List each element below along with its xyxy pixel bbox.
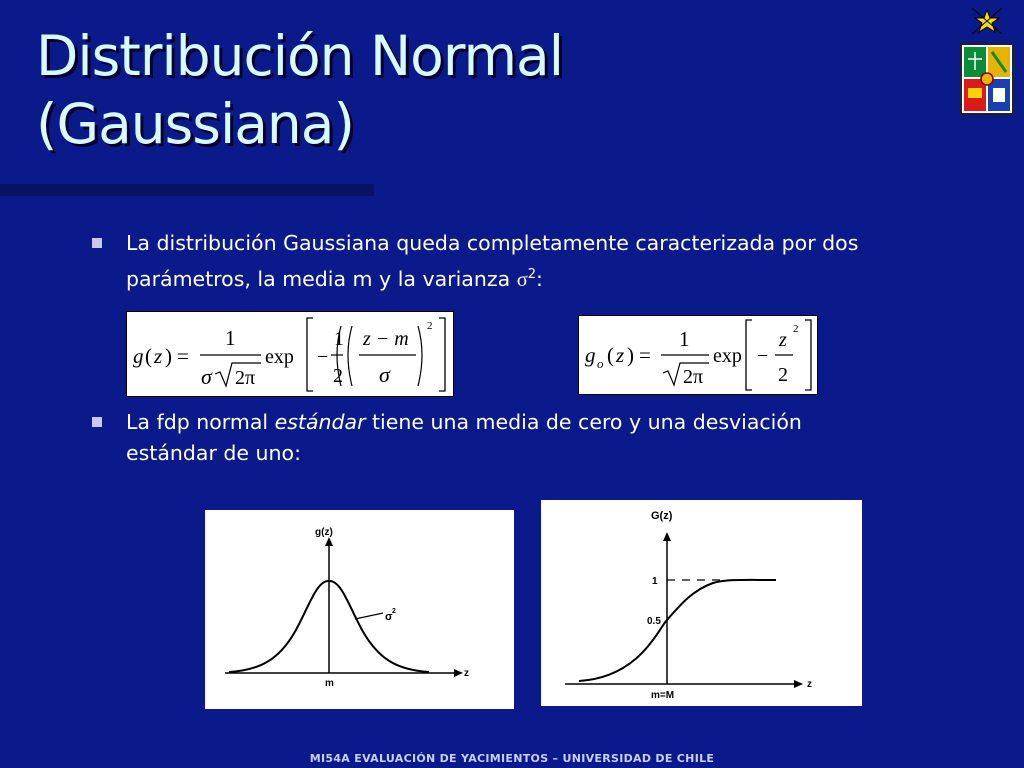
sigma-exponent: 2 xyxy=(527,267,537,282)
svg-text:): ) xyxy=(165,344,172,368)
formula2-lhs: g xyxy=(585,343,596,367)
formula2-inner-den: 2 xyxy=(778,364,788,386)
formula1-inner-den: σ xyxy=(379,362,390,387)
formula1-power: 2 xyxy=(427,320,433,332)
plot2-x-arrow xyxy=(794,680,803,688)
bullet-2-text xyxy=(126,407,946,469)
svg-text:(: ( xyxy=(145,344,152,368)
bullet-square-icon xyxy=(92,417,102,427)
standard-normal-cdf-plot xyxy=(541,500,862,706)
bullet-1-line-1: La distribución Gaussiana queda completamente caracterizada por dos xyxy=(126,231,859,255)
plot2-mean-label: m=M xyxy=(651,690,675,701)
svg-text:=: = xyxy=(639,343,651,367)
plot2-ylabel: G(z) xyxy=(651,510,673,522)
bullet-1-text xyxy=(126,228,946,296)
plot1-x-arrow xyxy=(454,669,463,677)
bullet-2-italic: estándar xyxy=(274,410,366,434)
bullet-2-prefix: La fdp normal xyxy=(126,410,275,434)
slide-title xyxy=(36,22,563,158)
plot1-xlabel: z xyxy=(464,668,469,679)
plot2-y-arrow xyxy=(663,532,671,541)
sigma-symbol: σ xyxy=(516,268,528,291)
bullet-1-line-2-prefix: parámetros, la media m y la varianza xyxy=(126,266,517,291)
title-underline xyxy=(0,184,374,196)
plot1-ylabel: g(z) xyxy=(315,527,333,538)
formula1-inner-num: z − m xyxy=(363,328,409,350)
formula2-exp: exp xyxy=(713,345,742,367)
plot2-xlabel: z xyxy=(807,679,812,690)
university-crest-logo xyxy=(958,4,1016,116)
formula2-subscript: o xyxy=(597,356,604,371)
svg-text:(: ( xyxy=(607,343,614,367)
star-icon xyxy=(972,8,1002,34)
plot1-y-arrow xyxy=(325,537,333,546)
formula1-numerator: 1 xyxy=(225,326,236,350)
formula2-numerator: 1 xyxy=(679,327,690,351)
formula1-exp: exp xyxy=(265,346,294,368)
bullet-1-line-2-suffix: : xyxy=(536,266,543,291)
plot1-variance-label: σ xyxy=(385,611,393,623)
slide-footer: MI54A EVALUACIÓN DE YACIMIENTOS – UNIVERSIDAD DE CHILE xyxy=(309,752,715,765)
title-line-1: Distribución Normal xyxy=(36,24,564,88)
formula2-minus: − xyxy=(757,345,769,367)
cdf-curve xyxy=(579,580,776,681)
bullet-2-line-2: estándar de uno: xyxy=(126,441,301,465)
title-line-2: (Gaussiana) xyxy=(36,92,354,156)
formula2-root: 2π xyxy=(683,366,704,388)
bullet-2-line-1 xyxy=(126,407,946,438)
formula1-arg: z xyxy=(154,344,163,368)
formula2-arg: z xyxy=(616,343,625,367)
gaussian-pdf-formula xyxy=(126,311,454,397)
formula1-half-num: 1 xyxy=(334,328,344,350)
svg-text:): ) xyxy=(627,343,634,367)
plot2-tick-05: 0.5 xyxy=(647,616,661,627)
bullet-2-suffix: tiene una media de cero y una desviación xyxy=(365,410,802,434)
formula1-half-den: 2 xyxy=(333,365,343,387)
formula1-root: 2π xyxy=(235,367,256,389)
gaussian-pdf-plot xyxy=(205,510,514,709)
bullet-1-line-2 xyxy=(126,259,946,296)
plot1-mean-label: m xyxy=(325,678,334,689)
formula1-minus: − xyxy=(317,346,329,368)
svg-text:=: = xyxy=(177,344,189,368)
formula2-power: 2 xyxy=(793,323,799,335)
standard-normal-pdf-formula xyxy=(578,315,818,395)
plot1-variance-sup: 2 xyxy=(392,608,396,615)
formula1-sigma: σ xyxy=(201,364,212,389)
formula1-lhs: g xyxy=(133,344,144,368)
bullet-square-icon xyxy=(92,238,102,248)
plot2-tick-1: 1 xyxy=(652,576,658,587)
formula2-inner-num: z xyxy=(779,329,787,351)
